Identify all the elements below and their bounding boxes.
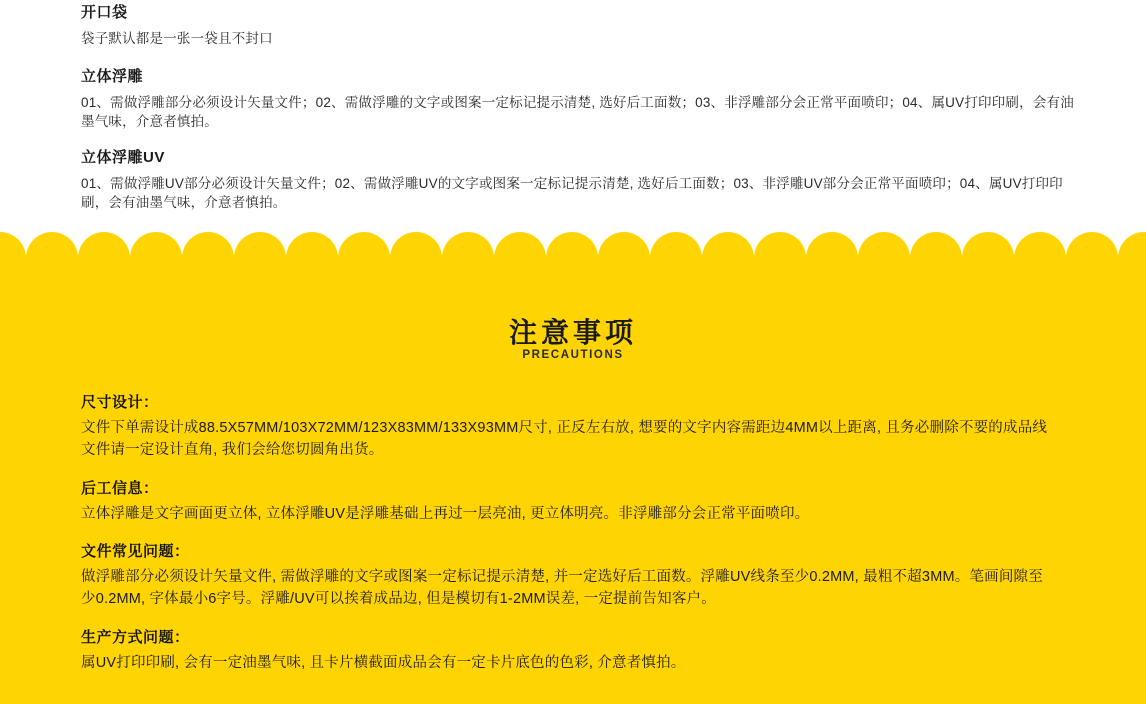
description-block-body: 袋子默认都是一张一袋且不封口 (81, 31, 273, 46)
precaution-item-title: 后工信息： (81, 480, 159, 497)
section-subtitle: PRECAUTIONS (522, 349, 624, 361)
precaution-item-body: 立体浮雕是文字画面更立体, 立体浮雕UV是浮雕基础上再过一层亮油, 更立体明亮。非浮雕部分会正常平面喷印。 (81, 506, 810, 522)
description-block-title: 开口袋 (81, 4, 128, 21)
precaution-item-title: 尺寸设计： (81, 394, 159, 411)
description-block-title: 立体浮雕UV (81, 149, 165, 166)
precaution-item-body: 做浮雕部分必须设计矢量文件, 需做浮雕的文字或图案一定标记提示清楚, 并一定选好后工面数。浮雕UV线条至少0.2MM, 最粗不超3MM。笔画间隙至少0.2MM, 字体最小6字号。浮雕/UV可以挨着成品边, 但是模切有1-2MM误差, 一定提前告知客户。 (81, 569, 1043, 607)
section-title: 注意事项 (508, 317, 637, 348)
precaution-item-title: 生产方式问题： (81, 629, 190, 646)
precautions-section (0, 272, 1146, 704)
description-section (0, 0, 1146, 240)
description-block-body: 01、需做浮雕部分必须设计矢量文件；02、需做浮雕的文字或图案一定标记提示清楚, 选好后工面数；03、非浮雕部分会正常平面喷印；04、属UV打印印刷，会有油墨气味，介意者慎拍。 (81, 95, 1074, 129)
description-block-body: 01、需做浮雕UV部分必须设计矢量文件；02、需做浮雕UV的文字或图案一定标记提示清楚, 选好后工面数；03、非浮雕UV部分会正常平面喷印；04、属UV打印印刷，会有油墨气味，介意者慎拍。 (81, 176, 1063, 210)
precaution-item-body: 文件下单需设计成88.5X57MM/103X72MM/123X83MM/133X93MM尺寸, 正反左右放, 想要的文字内容需距边4MM以上距离, 且务必删除不要的成品线文件请一定设计直角, 我们会给您切圆角出货。 (81, 420, 1048, 458)
description-block-title: 立体浮雕 (81, 68, 144, 85)
precaution-item-body: 属UV打印印刷, 会有一定油墨气味, 且卡片横截面成品会有一定卡片底色的色彩, 介意者慎拍。 (81, 655, 686, 671)
precaution-item-title: 文件常见问题： (81, 543, 190, 560)
